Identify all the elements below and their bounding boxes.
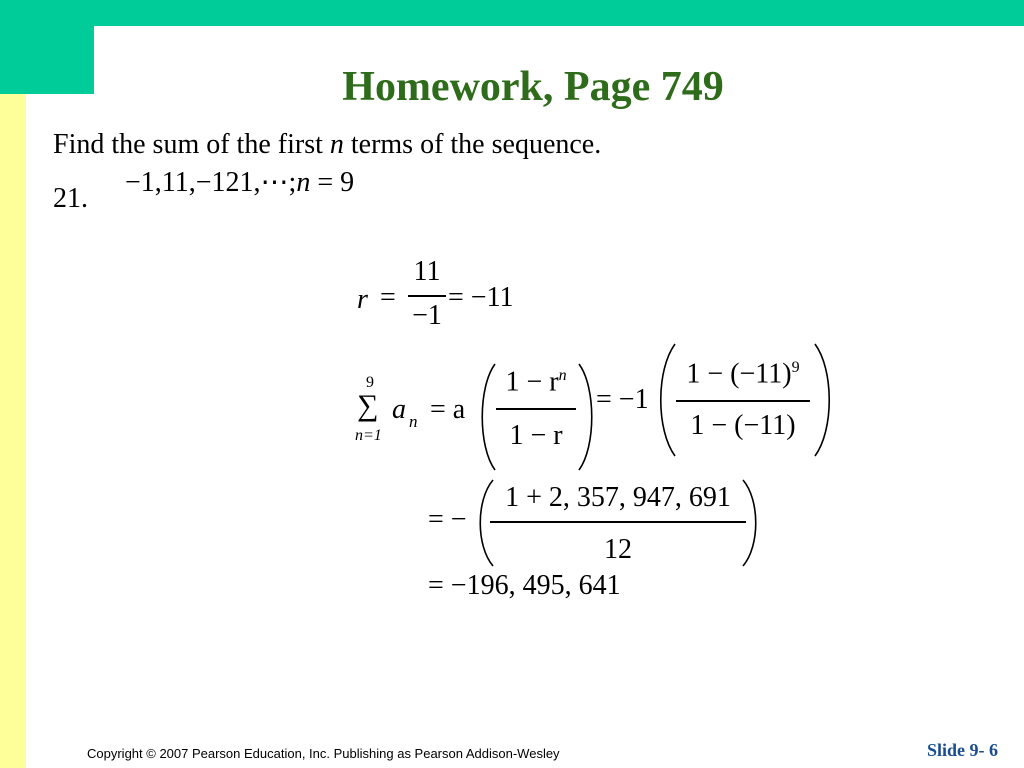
substituted-numerator-base: 1 − (−11) bbox=[686, 358, 792, 390]
general-numerator-base: 1 − r bbox=[505, 366, 559, 398]
general-numerator-exponent: n bbox=[558, 367, 567, 384]
sequence-expression bbox=[125, 168, 354, 199]
general-fraction bbox=[496, 366, 576, 456]
substituted-numerator bbox=[676, 360, 810, 388]
second-coefficient: = −1 bbox=[596, 384, 649, 415]
final-answer: = −196, 495, 641 bbox=[428, 570, 621, 601]
left-paren-2 bbox=[656, 342, 678, 458]
sum-upper-limit: 9 bbox=[366, 374, 374, 391]
substituted-numerator-exponent: 9 bbox=[791, 359, 800, 376]
ratio-fraction-bar bbox=[408, 295, 446, 297]
sum-term: a bbox=[392, 394, 406, 425]
general-denominator: 1 − r bbox=[509, 420, 563, 451]
general-fraction-bar bbox=[496, 408, 576, 410]
substituted-denominator: 1 − (−11) bbox=[690, 410, 796, 441]
substituted-fraction-bar bbox=[676, 400, 810, 402]
sequence-variable: n bbox=[296, 167, 311, 198]
general-numerator bbox=[496, 368, 576, 396]
step2-denominator: 12 bbox=[604, 534, 632, 565]
problem-number: 21. bbox=[53, 183, 88, 214]
step2-fraction-bar bbox=[490, 521, 746, 523]
problem-prompt bbox=[53, 130, 601, 161]
ratio-fraction bbox=[408, 258, 446, 338]
step2-fraction bbox=[490, 484, 746, 564]
sum-term-subscript: n bbox=[409, 412, 418, 431]
right-paren-3 bbox=[740, 478, 760, 568]
prompt-variable: n bbox=[329, 129, 344, 160]
sum-lower-limit: n=1 bbox=[355, 427, 382, 444]
right-paren-1 bbox=[576, 362, 596, 472]
first-coefficient: = a bbox=[430, 394, 466, 425]
ratio-result: = −11 bbox=[448, 282, 514, 313]
slide-title: Homework, Page 749 bbox=[342, 64, 724, 110]
ratio-numerator: 11 bbox=[413, 256, 441, 287]
step2-prefix: = − bbox=[428, 504, 467, 535]
sum-symbol: ∑ bbox=[357, 389, 379, 422]
side-accent-strip bbox=[0, 94, 26, 768]
step2-numerator: 1 + 2, 357, 947, 691 bbox=[505, 482, 731, 513]
sequence-equals: = 9 bbox=[310, 167, 355, 198]
prompt-suffix: terms of the sequence. bbox=[343, 129, 602, 160]
left-paren-1 bbox=[478, 362, 498, 472]
slide-number: Slide 9- 6 bbox=[926, 740, 998, 760]
top-accent-bar bbox=[0, 0, 1024, 26]
prompt-prefix: Find the sum of the first bbox=[53, 129, 330, 160]
right-paren-2 bbox=[812, 342, 834, 458]
copyright-notice: Copyright © 2007 Pearson Education, Inc. Publishing as Pearson Addison-Wesley bbox=[87, 746, 560, 761]
ratio-symbol: r bbox=[357, 284, 368, 315]
substituted-fraction bbox=[676, 346, 810, 446]
ratio-denominator: −1 bbox=[412, 300, 442, 331]
sequence-terms: −1,11,−121,⋯; bbox=[125, 167, 297, 198]
ratio-equals: = bbox=[380, 282, 396, 313]
